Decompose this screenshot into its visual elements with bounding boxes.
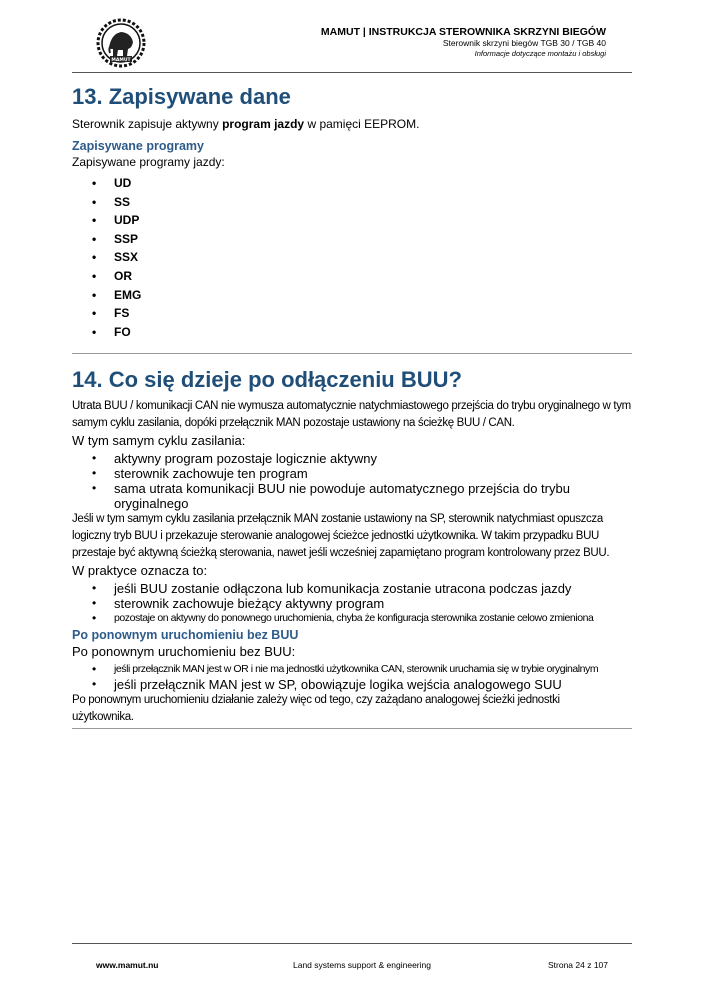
- practice-list: [72, 581, 632, 626]
- page-number: Strona 24 z 107: [547, 960, 608, 970]
- saved-programs-subheading: Zapisywane programy: [72, 139, 204, 153]
- intro-text-after: w pamięci EEPROM.: [304, 117, 420, 131]
- intro-bold-term: program jazdy: [222, 117, 305, 131]
- list-item: • jeśli przełącznik MAN jest w SP, obowiązuje logika wejścia analogowego SUU: [72, 677, 632, 692]
- list-item: • jeśli przełącznik MAN jest w OR i nie ma jednostki użytkownika CAN, sterownik uruchamia się w trybie oryginalnym: [72, 662, 632, 677]
- footer-divider: [72, 943, 632, 944]
- section-13-body: [72, 116, 632, 341]
- section-13-heading: 13. Zapisywane dane: [72, 84, 291, 109]
- section-14-body: [72, 398, 632, 726]
- section-divider: [72, 353, 632, 354]
- same-cycle-intro: W tym samym cyklu zasilania:: [72, 433, 246, 448]
- mamut-gear-logo-icon: [96, 18, 146, 68]
- page-header: [72, 14, 632, 72]
- svg-text:MAMUT: MAMUT: [111, 58, 131, 63]
- list-item: • SS: [72, 193, 632, 212]
- list-item: • FO: [72, 323, 632, 342]
- section-13-intro: [72, 116, 632, 132]
- list-item: • pozostaje on aktywny do ponownego uruchomienia, chyba że konfiguracja sterownika zostanie celowo zmieniona: [72, 611, 632, 626]
- list-item: • OR: [72, 267, 632, 286]
- man-sp-paragraph: Jeśli w tym samym cyklu zasilania przełącznik MAN zostanie ustawiony na SP, sterownik natychmiast opuszcza logiczny tryb BUU i przekazuje sterowanie analogowej ścieżce jednostki użytkownika. W takim przypadku BUU przestaje być aktywną ścieżką sterowania, nawet jeśli wcześniej zapamiętano program kontrolowany przez BUU.: [72, 513, 610, 559]
- list-item: • SSX: [72, 248, 632, 267]
- document-title: MAMUT | INSTRUKCJA STEROWNIKA SKRZYNI BIEGÓW: [320, 26, 606, 38]
- buu-loss-paragraph: Utrata BUU / komunikacji CAN nie wymusza automatycznie natychmiastowego przejścia do trybu oryginalnego w tym samym cyklu zasilania, dopóki przełącznik MAN pozostaje ustawiony na ścieżkę BUU / CAN.: [72, 400, 631, 429]
- footer-tagline: Land systems support & engineering: [293, 960, 431, 970]
- footer-website-link[interactable]: www.mamut.nu: [96, 960, 159, 970]
- closing-paragraph: Po ponownym uruchomieniu działanie zależy więc od tego, czy zażądano analogowej ścieżki jednostki użytkownika.: [72, 694, 560, 723]
- header-divider: [72, 72, 632, 73]
- list-item: • aktywny program pozostaje logicznie aktywny: [72, 451, 632, 466]
- list-item: • EMG: [72, 286, 632, 305]
- practice-intro: W praktyce oznacza to:: [72, 563, 208, 578]
- restart-intro: Po ponownym uruchomieniu bez BUU:: [72, 644, 296, 659]
- section-end-divider: [72, 728, 632, 729]
- same-cycle-list: [72, 451, 632, 511]
- document-note: Informacje dotyczące montażu i obsługi: [474, 49, 606, 58]
- section-14-heading: 14. Co się dzieje po odłączeniu BUU?: [72, 367, 462, 392]
- list-item: • UDP: [72, 211, 632, 230]
- intro-text-before: Sterownik zapisuje aktywny: [72, 117, 223, 131]
- document-subtitle: Sterownik skrzyni biegów TGB 30 / TGB 40: [442, 38, 606, 48]
- list-item: • sterownik zachowuje ten program: [72, 466, 632, 481]
- list-item: • sama utrata komunikacji BUU nie powoduje automatycznego przejścia do trybu oryginalnego: [72, 481, 632, 511]
- list-item: • jeśli BUU zostanie odłączona lub komunikacja zostanie utracona podczas jazdy: [72, 581, 632, 596]
- list-item: • SSP: [72, 230, 632, 249]
- list-item: • FS: [72, 304, 632, 323]
- list-item: • sterownik zachowuje bieżący aktywny program: [72, 596, 632, 611]
- restart-subheading: Po ponownym uruchomieniu bez BUU: [72, 628, 299, 642]
- restart-list: [72, 662, 632, 692]
- saved-programs-intro: Zapisywane programy jazdy:: [72, 155, 225, 169]
- program-list: [72, 174, 632, 341]
- list-item: • UD: [72, 174, 632, 193]
